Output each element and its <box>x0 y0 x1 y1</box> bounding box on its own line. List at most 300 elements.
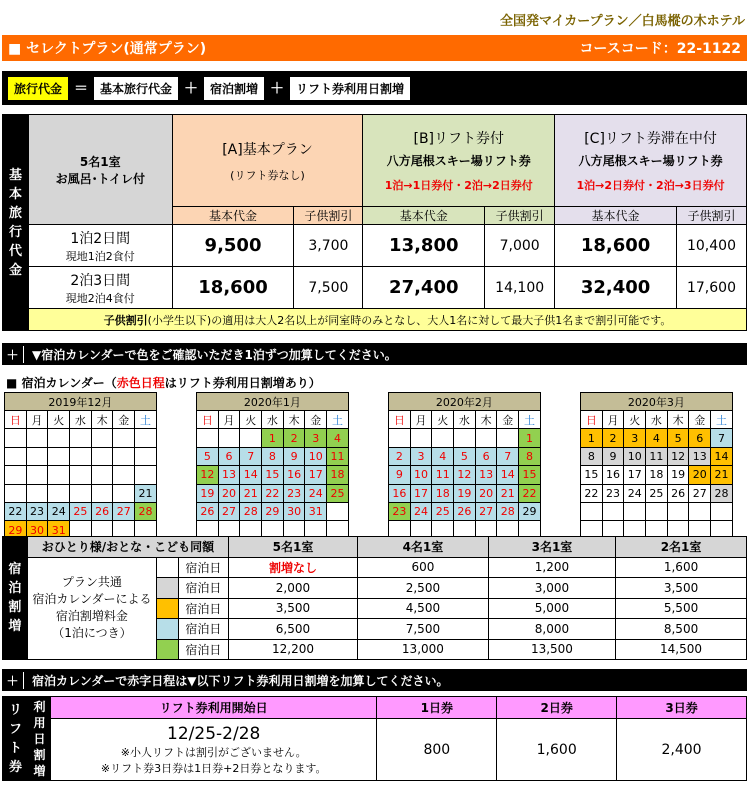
calendar-day <box>475 429 497 447</box>
calendar-day: 10 <box>624 447 646 465</box>
calendar-day <box>646 502 668 520</box>
plan-b-child-col: 子供割引 <box>485 207 555 225</box>
lift-price-3: 2,400 <box>617 719 747 781</box>
duration-name: 1泊2日間 <box>70 230 131 247</box>
calendar-day: 17 <box>410 484 432 502</box>
calendar-day: 31 <box>305 502 327 520</box>
calendar-day: 20 <box>218 484 240 502</box>
calendar-day: 13 <box>475 466 497 484</box>
calendar-heading-red: 赤色日程 <box>116 376 165 390</box>
calendar-day: 26 <box>197 502 219 520</box>
weekday-label: 木 <box>91 411 113 429</box>
calendar-day <box>5 484 27 502</box>
surcharge-value: 14,500 <box>616 639 747 660</box>
calendar-day <box>91 484 113 502</box>
plan-a-child: 3,700 <box>294 225 363 267</box>
calendar-day <box>581 502 603 520</box>
plan-b-price: 13,800 <box>363 225 485 267</box>
calendar-day: 24 <box>410 502 432 520</box>
calendar-day: 24 <box>624 484 646 502</box>
calendar-day: 18 <box>646 466 668 484</box>
plan-c-note: 1泊→2日券付・2泊→3日券付 <box>576 179 725 192</box>
plan-a-price: 18,600 <box>172 267 294 309</box>
calendar-day <box>689 502 711 520</box>
calendar-day <box>48 447 70 465</box>
calendar-day: 2 <box>602 429 624 447</box>
calendar-day <box>26 484 48 502</box>
calendar-day: 13 <box>218 466 240 484</box>
stay-day-label: 宿泊日 <box>178 619 228 640</box>
surcharge-value: 3,000 <box>488 578 615 599</box>
duration-meal: 現地1泊2食付 <box>65 249 135 263</box>
formula-lift: リフト券利用日割増 <box>290 77 410 100</box>
calendar-day: 21 <box>497 484 519 502</box>
calendar-day: 19 <box>454 484 476 502</box>
calendar-day: 5 <box>667 429 689 447</box>
calendar-day <box>48 466 70 484</box>
calendar-day: 14 <box>240 466 262 484</box>
lift-instruction-text: 宿泊カレンダーで赤字日程は▼以下リフト券利用日割増を加算してください。 <box>32 673 449 688</box>
calendar-day <box>91 466 113 484</box>
plan-banner <box>2 35 747 61</box>
weekday-label: 金 <box>497 411 519 429</box>
lift-col-1: 1日券 <box>377 697 497 719</box>
calendar-day <box>240 429 262 447</box>
lift-note1: ※小人リフトは割引がございません。 <box>120 745 307 759</box>
note-rest: (小学生以下)の適用は大人2名以上が同室時のみとなし、大人1名に対して最大子供1名まで割引可能です。 <box>147 313 672 327</box>
calendar-day: 25 <box>432 502 454 520</box>
surcharge-value: 13,500 <box>488 639 615 660</box>
calendar-day: 13 <box>689 447 711 465</box>
color-swatch <box>157 557 179 578</box>
calendar-day: 10 <box>410 466 432 484</box>
calendar-day: 3 <box>410 447 432 465</box>
weekday-label: 火 <box>432 411 454 429</box>
calendar-day: 18 <box>327 466 349 484</box>
table-row <box>3 557 747 578</box>
calendar-day: 30 <box>26 521 48 539</box>
surcharge-value: 割増なし <box>228 557 357 578</box>
calendar-day: 4 <box>327 429 349 447</box>
table-row <box>3 267 747 309</box>
plan-c-child-col: 子供割引 <box>676 207 746 225</box>
plan-b-note: 1泊→1日券付・2泊→2日券付 <box>384 179 533 192</box>
calendar-month-title: 2020年1月 <box>197 393 349 411</box>
weekday-label: 日 <box>5 411 27 429</box>
plan-b-base-col: 基本代金 <box>363 207 485 225</box>
room-line2: お風呂･トイレ付 <box>55 171 145 186</box>
surcharge-description <box>27 557 156 660</box>
surcharge-value: 1,200 <box>488 557 615 578</box>
surcharge-col-5: 5名1室 <box>228 537 357 558</box>
calendar-day <box>91 429 113 447</box>
calendar-day <box>5 447 27 465</box>
surcharge-value: 8,000 <box>488 619 615 640</box>
stay-day-label: 宿泊日 <box>178 557 228 578</box>
calendar-day: 11 <box>646 447 668 465</box>
calendar-day <box>667 502 689 520</box>
calendar-day: 28 <box>711 484 733 502</box>
calendar-day: 18 <box>432 484 454 502</box>
weekday-label: 月 <box>410 411 432 429</box>
calendar-month <box>196 392 349 540</box>
calendar-day: 23 <box>26 502 48 520</box>
calendar-day <box>113 484 135 502</box>
lift-price-1: 800 <box>377 719 497 781</box>
calendar-day: 2 <box>283 429 305 447</box>
surcharge-desc2: 宿泊カレンダーによる <box>32 592 152 607</box>
weekday-label: 木 <box>283 411 305 429</box>
surcharge-desc3: 宿泊割増料金 <box>55 609 128 624</box>
calendar-day: 10 <box>305 447 327 465</box>
color-swatch <box>157 598 179 619</box>
calendar-day: 19 <box>667 466 689 484</box>
surcharge-col-2: 2名1室 <box>616 537 747 558</box>
weekday-label: 土 <box>135 411 157 429</box>
calendar-day: 4 <box>432 447 454 465</box>
color-swatch <box>157 639 179 660</box>
calendar-heading-post: はリフト券利用日割増あり） <box>164 376 321 390</box>
weekday-label: 月 <box>602 411 624 429</box>
calendar-day: 17 <box>624 466 646 484</box>
surcharge-value: 3,500 <box>228 598 357 619</box>
room-line1: 5名1室 <box>79 154 121 169</box>
calendar-day: 12 <box>454 466 476 484</box>
calendar-day: 26 <box>667 484 689 502</box>
calendar-heading <box>6 374 321 391</box>
plan-c-base-col: 基本代金 <box>555 207 677 225</box>
formula-base: 基本旅行代金 <box>94 77 178 100</box>
formula-plus-1: ＋ <box>184 81 199 97</box>
calendar-day: 19 <box>197 484 219 502</box>
weekday-label: 金 <box>113 411 135 429</box>
calendar-day <box>497 429 519 447</box>
calendar-month-title: 2020年3月 <box>581 393 733 411</box>
formula-stay: 宿泊割増 <box>204 77 264 100</box>
calendar-day: 21 <box>135 484 157 502</box>
calendar-day <box>26 429 48 447</box>
surcharge-desc1: プラン共通 <box>61 575 122 590</box>
formula-equals: ＝ <box>74 81 89 97</box>
calendar-day <box>113 447 135 465</box>
child-discount-note <box>28 309 746 331</box>
stay-surcharge-table <box>2 536 747 660</box>
calendar-day <box>70 484 92 502</box>
surcharge-value: 4,500 <box>358 598 489 619</box>
calendar-day <box>91 447 113 465</box>
calendar-day: 12 <box>197 466 219 484</box>
calendar-day: 24 <box>48 502 70 520</box>
weekday-label: 月 <box>26 411 48 429</box>
calendar-day: 22 <box>5 502 27 520</box>
calendar-day: 4 <box>646 429 668 447</box>
calendar-day: 9 <box>602 447 624 465</box>
duration-name: 2泊3日間 <box>70 272 131 289</box>
calendar-day <box>70 466 92 484</box>
calendar-day: 30 <box>283 502 305 520</box>
calendar-day: 31 <box>48 521 70 539</box>
calendar-day: 7 <box>711 429 733 447</box>
calendar-day <box>5 429 27 447</box>
plan-a-header <box>172 115 363 207</box>
calendar-day: 16 <box>602 466 624 484</box>
plan-a-child-col: 子供割引 <box>294 207 363 225</box>
plan-b-sub: 八方尾根スキー場リフト券 <box>386 154 531 168</box>
plan-c-price: 18,600 <box>555 225 677 267</box>
surcharge-value: 5,000 <box>488 598 615 619</box>
weekday-label: 土 <box>711 411 733 429</box>
calendar-day: 11 <box>432 466 454 484</box>
calendar-day: 25 <box>70 502 92 520</box>
duration-cell <box>28 267 172 309</box>
calendar-day: 20 <box>475 484 497 502</box>
calendar-day: 1 <box>519 429 541 447</box>
weekday-label: 水 <box>70 411 92 429</box>
weekday-label: 土 <box>519 411 541 429</box>
surcharge-desc4: （1泊につき） <box>52 626 132 641</box>
lift-period: 12/25-2/28 <box>167 723 261 744</box>
calendar-day: 22 <box>581 484 603 502</box>
calendar-day: 3 <box>624 429 646 447</box>
calendar-day: 17 <box>305 466 327 484</box>
surcharge-value: 2,000 <box>228 578 357 599</box>
surcharge-value: 1,600 <box>616 557 747 578</box>
surcharge-side-label: 宿泊割増 <box>3 537 28 660</box>
table-row <box>3 719 747 781</box>
calendar-day: 5 <box>454 447 476 465</box>
calendar-day <box>602 502 624 520</box>
calendar-day <box>113 466 135 484</box>
plan-title: ■ セレクトプラン(通常プラン) <box>8 41 207 57</box>
calendar-day <box>70 447 92 465</box>
calendar-day: 14 <box>711 447 733 465</box>
calendar-day: 21 <box>711 466 733 484</box>
surcharge-header: おひとり様/おとな・こども同額 <box>27 537 228 558</box>
lift-period-cell <box>50 719 377 781</box>
calendar-day: 23 <box>389 502 411 520</box>
plan-c-price: 32,400 <box>555 267 677 309</box>
calendar-day <box>48 484 70 502</box>
calendar-day: 14 <box>497 466 519 484</box>
calendar-day: 6 <box>218 447 240 465</box>
color-swatch <box>157 619 179 640</box>
calendar-day: 16 <box>389 484 411 502</box>
calendar-day: 29 <box>519 502 541 520</box>
plan-a-price: 9,500 <box>172 225 294 267</box>
plus-icon: ＋ <box>2 346 24 363</box>
stay-day-label: 宿泊日 <box>178 639 228 660</box>
price-formula <box>2 71 747 105</box>
plan-c-title: [C]リフト券滞在中付 <box>584 131 717 147</box>
plan-c-child: 17,600 <box>676 267 746 309</box>
surcharge-value: 3,500 <box>616 578 747 599</box>
weekday-label: 月 <box>218 411 240 429</box>
calendar-day <box>113 429 135 447</box>
calendar-day <box>5 466 27 484</box>
lift-surcharge-table <box>2 696 747 781</box>
calendar-day: 26 <box>91 502 113 520</box>
plan-c-child: 10,400 <box>676 225 746 267</box>
course-code: コースコード：22-1122 <box>579 41 741 57</box>
surcharge-col-3: 3名1室 <box>488 537 615 558</box>
calendar-day: 8 <box>262 447 284 465</box>
surcharge-col-4: 4名1室 <box>358 537 489 558</box>
calendar-day: 28 <box>135 502 157 520</box>
calendar-day <box>135 447 157 465</box>
calendar-day: 15 <box>262 466 284 484</box>
calendar-day <box>454 429 476 447</box>
calendar-day: 6 <box>689 429 711 447</box>
duration-meal: 現地2泊4食付 <box>65 291 135 305</box>
plan-a-title: [A]基本プラン <box>222 141 313 158</box>
plan-c-header <box>555 115 747 207</box>
color-swatch <box>157 578 179 599</box>
calendar-day: 29 <box>262 502 284 520</box>
calendar-day: 25 <box>646 484 668 502</box>
plan-a-base-col: 基本代金 <box>172 207 294 225</box>
calendar-day: 8 <box>519 447 541 465</box>
calendar-day: 12 <box>667 447 689 465</box>
calendar-month <box>580 392 733 540</box>
calendar-day: 23 <box>283 484 305 502</box>
calendar-day: 21 <box>240 484 262 502</box>
calendar-month <box>388 392 541 540</box>
calendar-day <box>197 429 219 447</box>
calendar-day: 27 <box>218 502 240 520</box>
calendar-heading-pre: ■ 宿泊カレンダー（ <box>6 376 117 390</box>
weekday-label: 金 <box>689 411 711 429</box>
lift-note2: ※リフト券3日券は1日券+2日券となります。 <box>100 761 327 775</box>
plan-b-header <box>363 115 555 207</box>
base-price-table <box>2 114 747 331</box>
stay-day-label: 宿泊日 <box>178 578 228 599</box>
weekday-label: 土 <box>327 411 349 429</box>
calendar-day: 22 <box>519 484 541 502</box>
calendar-day <box>135 466 157 484</box>
room-type-cell <box>28 115 172 225</box>
lift-col-2: 2日券 <box>497 697 617 719</box>
weekday-label: 日 <box>389 411 411 429</box>
calendar-day <box>432 429 454 447</box>
calendar-day: 27 <box>113 502 135 520</box>
calendar-day <box>70 429 92 447</box>
surcharge-value: 2,500 <box>358 578 489 599</box>
weekday-label: 水 <box>646 411 668 429</box>
surcharge-value: 13,000 <box>358 639 489 660</box>
calendar-day: 5 <box>197 447 219 465</box>
calendar-day: 26 <box>454 502 476 520</box>
surcharge-value: 5,500 <box>616 598 747 619</box>
plan-b-title: [B]リフト券付 <box>413 131 505 147</box>
calendar-day: 24 <box>305 484 327 502</box>
table-row <box>3 225 747 267</box>
lift-price-2: 1,600 <box>497 719 617 781</box>
calendar-day: 11 <box>327 447 349 465</box>
weekday-label: 木 <box>667 411 689 429</box>
note-bold: 子供割引 <box>103 313 148 327</box>
hotel-title: 全国発マイカープラン／白馬樅の木ホテル <box>499 14 745 29</box>
plan-b-price: 27,400 <box>363 267 485 309</box>
lift-col-3: 3日券 <box>617 697 747 719</box>
calendar-day: 25 <box>327 484 349 502</box>
calendar-instruction <box>2 343 747 365</box>
plan-b-child: 7,000 <box>485 225 555 267</box>
plan-c-sub: 八方尾根スキー場リフト券 <box>578 154 723 168</box>
calendar-day <box>711 502 733 520</box>
lift-side-label: リフト券 <box>3 697 29 781</box>
weekday-label: 水 <box>262 411 284 429</box>
calendar-day: 15 <box>519 466 541 484</box>
calendar-day <box>389 429 411 447</box>
surcharge-value: 7,500 <box>358 619 489 640</box>
lift-start-header: リフト券利用開始日 <box>50 697 377 719</box>
weekday-label: 金 <box>305 411 327 429</box>
calendar-day <box>48 429 70 447</box>
calendar-day: 20 <box>689 466 711 484</box>
calendar-day: 7 <box>497 447 519 465</box>
plan-b-child: 14,100 <box>485 267 555 309</box>
calendar-day: 28 <box>497 502 519 520</box>
surcharge-value: 12,200 <box>228 639 357 660</box>
calendar-month-title: 2020年2月 <box>389 393 541 411</box>
calendar-day: 1 <box>262 429 284 447</box>
plus-icon: ＋ <box>2 672 24 689</box>
calendar-day <box>327 502 349 520</box>
calendar-day: 15 <box>581 466 603 484</box>
duration-cell <box>28 225 172 267</box>
calendar-day: 27 <box>689 484 711 502</box>
calendar-day <box>218 429 240 447</box>
calendar-instruction-text: ▼宿泊カレンダーで色をご確認いただき1泊ずつ加算してください。 <box>32 347 397 362</box>
calendar-day <box>26 447 48 465</box>
weekday-label: 火 <box>48 411 70 429</box>
weekday-label: 水 <box>454 411 476 429</box>
base-price-side-label: 基本旅行代金 <box>3 115 29 331</box>
calendar-day <box>135 429 157 447</box>
lift-instruction <box>2 669 747 691</box>
calendar-day: 7 <box>240 447 262 465</box>
surcharge-value: 600 <box>358 557 489 578</box>
calendar-day: 29 <box>5 521 27 539</box>
formula-plus-2: ＋ <box>270 81 285 97</box>
plan-a-sub: (リフト券なし) <box>230 168 305 182</box>
calendar-day: 3 <box>305 429 327 447</box>
calendar-day: 28 <box>240 502 262 520</box>
calendar-day: 27 <box>475 502 497 520</box>
weekday-label: 日 <box>197 411 219 429</box>
calendar-day: 8 <box>581 447 603 465</box>
calendar-day: 16 <box>283 466 305 484</box>
calendar-day: 23 <box>602 484 624 502</box>
surcharge-value: 8,500 <box>616 619 747 640</box>
calendar-month <box>4 392 157 540</box>
calendar-day: 2 <box>389 447 411 465</box>
formula-total: 旅行代金 <box>8 77 68 100</box>
calendar-day: 22 <box>262 484 284 502</box>
calendar-day: 9 <box>283 447 305 465</box>
plan-a-child: 7,500 <box>294 267 363 309</box>
calendar-day: 1 <box>581 429 603 447</box>
calendar-month-title: 2019年12月 <box>5 393 157 411</box>
weekday-label: 火 <box>624 411 646 429</box>
weekday-label: 日 <box>581 411 603 429</box>
lift-sub-label: 利用日割増 <box>28 697 50 781</box>
weekday-label: 木 <box>475 411 497 429</box>
stay-day-label: 宿泊日 <box>178 598 228 619</box>
surcharge-value: 6,500 <box>228 619 357 640</box>
calendar-day <box>624 502 646 520</box>
weekday-label: 火 <box>240 411 262 429</box>
